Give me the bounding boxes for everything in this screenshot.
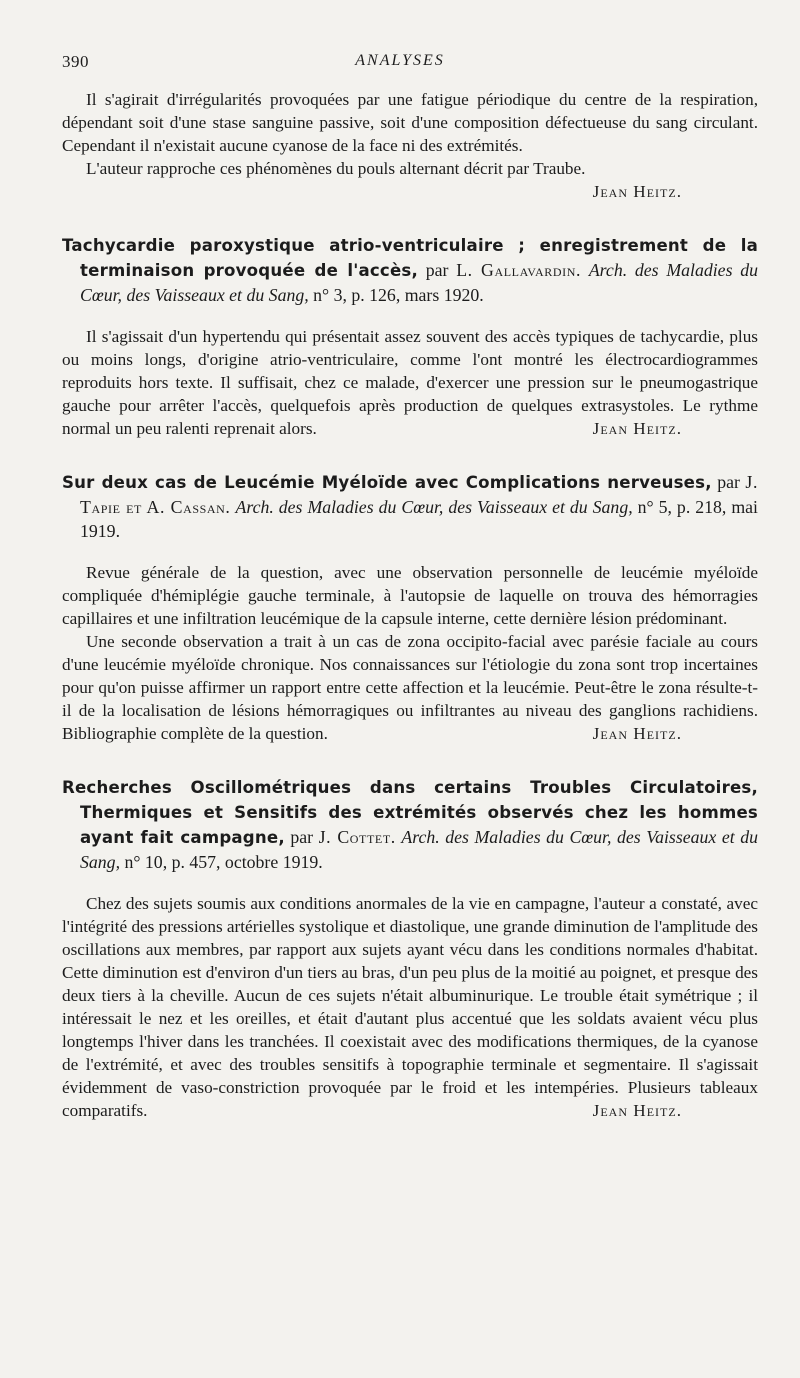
article-title: Recherches Oscillométriques dans certains Troubles Circulatoires, Thermiques et Sensitifs des extrémités observés chez les hommes ayant fait campagne, — [62, 778, 758, 847]
intro-section — [62, 88, 758, 203]
article-reference: n° 5, p. 218, mai 1919. — [80, 497, 758, 541]
article-by: par — [717, 472, 740, 492]
article-paragraph — [62, 892, 758, 1122]
article-paragraph — [62, 325, 758, 440]
article-paragraph-text: Il s'agissait d'un hypertendu qui présentait assez souvent des accès typiques de tachycardie, plus ou moins longs, d'origine atrio-ventriculaire, comme l'ont montré les électrocardiogrammes reproduits hors texte. Il suffisait, chez ce malade, d'exercer une pression sur le pneumogastrique gauche pour arrêter l'accès, quelquefois après production de quelques extrasystoles. Le rythme normal un peu ralenti reprenait alors. — [62, 327, 758, 438]
article-tachycardie — [62, 233, 758, 440]
article-paragraph-text: Chez des sujets soumis aux conditions anormales de la vie en campagne, l'auteur a constaté, avec l'intégrité des pressions artérielles systolique et diastolique, une grande diminution de l'amplitude des oscillations aux membres, par rapport aux sujets ayant vécu dans les conditions normales d'habitat. Cette diminution est d'environ d'un tiers au bras, d'un peu plus de la moitié au poignet, et presque des deux tiers à la cheville. Aucun de ces sujets n'était albuminurique. Le trouble était symétrique ; il intéressait le nez et les oreilles, et était d'autant plus accentué que les soldats avaient vécu plus longtemps l'hiver dans les tranchées. Il coexistait avec des modifications thermiques, de la cyanose de l'extrémité, et avec des troubles sensitifs à topographie terminale et segmentaire. Il s'agissait évidemment de vaso-constriction provoquée par le froid et les intempéries. Plusieurs tableaux comparatifs. — [62, 894, 758, 1120]
article-heading — [62, 233, 758, 307]
article-heading — [62, 470, 758, 543]
article-paragraph — [62, 630, 758, 745]
article-source: Arch. des Maladies du Cœur, des Vaisseaux et du Sang, — [235, 497, 633, 517]
article-author: J. Tapie et A. Cassan. — [80, 472, 758, 517]
article-reference: n° 10, p. 457, octobre 1919. — [124, 852, 323, 872]
article-title: Tachycardie paroxystique atrio-ventriculaire ; enregistrement de la terminaison provoquée de l'accès, — [62, 236, 758, 280]
article-title: Sur deux cas de Leucémie Myéloïde avec Complications nerveuses, — [62, 473, 712, 492]
article-reference: n° 3, p. 126, mars 1920. — [313, 285, 484, 305]
article-author: L. Gallavardin. — [456, 260, 582, 280]
article-paragraph-text: Une seconde observation a trait à un cas de zona occipito-facial avec parésie faciale au cours d'une leucémie myéloïde chronique. Nos connaissances sur l'étiologie du zona sont trop incertaines pour qu'on puisse affirmer un rapport entre cette affection et la leucémie. Peut-être le zona résulte-t-il de la localisation de lésions hémorragiques ou infiltrantes au niveau des ganglions rachidiens. Bibliographie complète de la question. — [62, 632, 758, 743]
article-paragraph: Revue générale de la question, avec une observation personnelle de leucémie myéloïde compliquée d'hémiplégie gauche terminale, à l'autopsie de laquelle on trouva des hémorragies capillaires et une infiltration leucémique de la capsule interne, cette dernière lésion prédominant. — [62, 563, 758, 628]
article-by: par — [425, 260, 449, 280]
intro-paragraph: L'auteur rapproche ces phénomènes du pouls alternant décrit par Traube. — [86, 159, 586, 178]
article-source: Arch. des Maladies du Cœur, des Vaisseaux et du Sang, — [80, 260, 758, 305]
article-by: par — [290, 827, 314, 847]
intro-paragraph — [62, 88, 758, 157]
page-content — [62, 88, 758, 1122]
intro-paragraph-text: Il s'agirait d'irrégularités provoquées par une fatigue périodique du centre de la respiration, dépendant soit d'une stase sanguine passive, soit d'une composition défectueuse du sang circulant. Cependant il n'existait aucune cyanose de la face ni des extrémités. — [62, 90, 758, 155]
signature: Jean Heitz. — [592, 182, 682, 201]
running-head: ANALYSES — [355, 52, 445, 69]
page-number: 390 — [62, 52, 89, 71]
article-oscillometriques — [62, 775, 758, 1122]
article-author: J. Cottet. — [318, 827, 396, 847]
article-heading — [62, 775, 758, 874]
article-source: Arch. des Maladies du Cœur, des Vaisseaux et du Sang, — [80, 827, 758, 872]
signature: Jean Heitz. — [592, 419, 682, 438]
signature: Jean Heitz. — [592, 1101, 682, 1120]
article-leucemie — [62, 470, 758, 745]
signature: Jean Heitz. — [592, 724, 682, 743]
